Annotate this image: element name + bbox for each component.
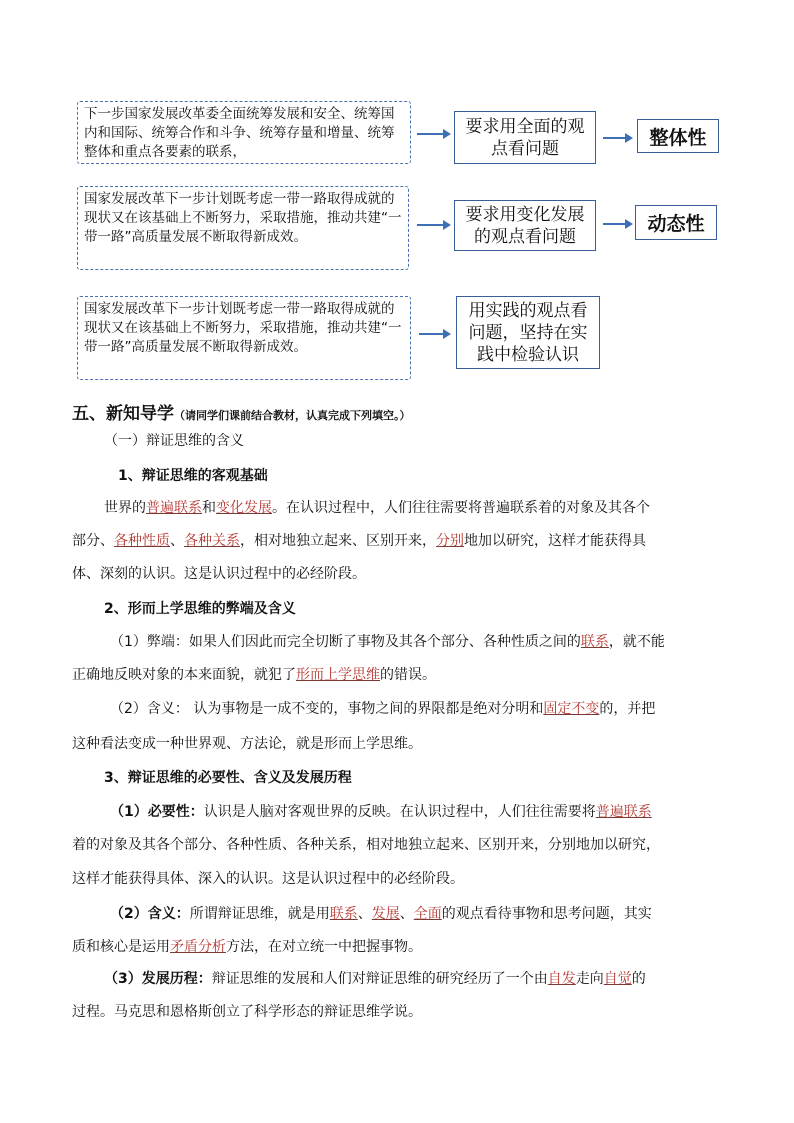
answer-blank: 全面 <box>413 906 442 922</box>
answer-blank: 自觉 <box>603 971 632 987</box>
label: （2）含义： <box>110 906 190 922</box>
text: 世界的 <box>104 500 146 516</box>
s2-title <box>104 598 764 618</box>
section-note: （请同学们课前结合教材，认真完成下列填空。） <box>174 409 411 422</box>
source-text-3: 国家发展改革下一步计划既考虑一带一路取得成就的现状又在该基础上不断努力，采取措施，推动共建“一带一路”高质量发展不断取得新成效。 <box>84 301 402 355</box>
answer-blank: 普遍联系 <box>595 804 652 820</box>
requirement-box-3 <box>456 296 600 369</box>
part1-title <box>104 430 764 450</box>
s2-line3 <box>110 698 770 718</box>
requirement-box-1 <box>454 111 596 164</box>
answer-blank: 变化发展 <box>216 500 272 516</box>
text: 着的对象及其各个部分、各种性质、各种关系，相对地独立起来、区别开来，分别地加以研究， <box>72 837 660 853</box>
text: （2）含义： 认为事物是一成不变的，事物之间的界限都是绝对分明和 <box>110 701 544 717</box>
requirement-text-3: 用实践的观点看问题，坚持在实践中检验认识 <box>468 300 588 365</box>
s3-title-text: 3、辩证思维的必要性、含义及发展历程 <box>104 770 352 786</box>
s2-line1 <box>110 631 770 651</box>
text: 、 <box>399 906 414 922</box>
text: 走向 <box>575 971 604 987</box>
source-text-2: 国家发展改革下一步计划既考虑一带一路取得成就的现状又在该基础上不断努力，采取措施，推动共建“一带一路”高质量发展不断取得新成效。 <box>84 191 402 245</box>
answer-blank: 分别 <box>436 533 464 549</box>
label: （3）发展历程： <box>104 971 212 987</box>
s1-title-text: 1、辩证思维的客观基础 <box>118 468 268 484</box>
text: 质和核心是运用 <box>72 939 170 955</box>
text: 部分、 <box>72 533 114 549</box>
s1-title <box>118 465 778 485</box>
requirement-text-1: 要求用全面的观点看问题 <box>465 116 585 159</box>
result-box-2 <box>635 205 717 240</box>
text: 所谓辩证思维，就是用 <box>189 906 330 922</box>
text: 、 <box>357 906 372 922</box>
s1-line1 <box>104 497 764 517</box>
section-title: 五、新知导学 <box>72 404 174 424</box>
text: 的观点看待事物和思考问题，其实 <box>441 906 652 922</box>
answer-blank: 联系 <box>580 634 609 650</box>
arrow-2 <box>417 224 449 226</box>
text: 。在认识过程中，人们往往需要将普遍联系着的对象及其各个 <box>272 500 650 516</box>
s3-line6 <box>104 968 764 988</box>
text: 这种看法变成一种世界观、方法论，就是形而上学思维。 <box>72 736 422 752</box>
s3-line1 <box>110 801 770 821</box>
text: 过程。马克思和恩格斯创立了科学形态的辩证思维学说。 <box>72 1004 422 1020</box>
text: ，就不能 <box>608 634 665 650</box>
s2-line4 <box>72 733 732 753</box>
text: 这样才能获得具体、深入的认识。这是认识过程中的必经阶段。 <box>72 871 464 887</box>
answer-blank: 联系 <box>329 906 358 922</box>
answer-blank: 普遍联系 <box>146 500 202 516</box>
text: 和 <box>202 500 216 516</box>
part1-title-text: （一）辩证思维的含义 <box>104 433 244 449</box>
s3-line4 <box>110 903 770 923</box>
s1-line2 <box>72 530 732 550</box>
answer-blank: 各种性质 <box>114 533 170 549</box>
s3-line3 <box>72 868 732 888</box>
requirement-text-2: 要求用变化发展的观点看问题 <box>465 204 585 247</box>
s2-line2 <box>72 664 732 684</box>
arrow-3 <box>419 333 449 335</box>
requirement-box-2 <box>454 200 596 251</box>
text: 的错误。 <box>380 667 436 683</box>
s3-line5 <box>72 936 732 956</box>
section-heading <box>72 399 732 424</box>
text: 地加以研究，这样才能获得具 <box>464 533 646 549</box>
text: （1）弊端：如果人们因此而完全切断了事物及其各个部分、各种性质之间的 <box>110 634 581 650</box>
text: 辩证思维的发展和人们对辩证思维的研究经历了一个由 <box>211 971 548 987</box>
text: 体、深刻的认识。这是认识过程中的必经阶段。 <box>72 566 366 582</box>
result-text-2: 动态性 <box>647 213 705 235</box>
result-text-1: 整体性 <box>649 126 707 149</box>
text: 、 <box>170 533 184 549</box>
answer-blank: 各种关系 <box>184 533 240 549</box>
s3-line7 <box>72 1001 732 1021</box>
answer-blank: 固定不变 <box>543 701 600 717</box>
arrow-1b <box>603 137 631 139</box>
answer-blank: 矛盾分析 <box>170 939 226 955</box>
source-text-1: 下一步国家发展改革委全面统筹发展和安全、统筹国内和国际、统筹合作和斗争、统筹存量和增量、统筹整体和重点各要素的联系， <box>84 106 395 160</box>
text: 方法，在对立统一中把握事物。 <box>226 939 422 955</box>
text: 的，并把 <box>599 701 656 717</box>
answer-blank: 自发 <box>547 971 576 987</box>
arrow-1 <box>417 133 449 135</box>
source-box-1 <box>77 101 411 164</box>
result-box-1 <box>637 119 719 153</box>
source-box-2 <box>77 186 409 270</box>
text: ，相对地独立起来、区别开来， <box>240 533 436 549</box>
answer-blank: 发展 <box>371 906 400 922</box>
s1-line3 <box>72 563 732 583</box>
text: 的 <box>631 971 646 987</box>
label: （1）必要性： <box>110 804 204 820</box>
source-box-3 <box>77 296 411 380</box>
s2-title-text: 2、形而上学思维的弊端及含义 <box>104 601 296 617</box>
s3-title <box>104 767 764 787</box>
s3-line2 <box>72 834 732 854</box>
arrow-2b <box>603 223 631 225</box>
answer-blank: 形而上学思维 <box>296 667 380 683</box>
text: 正确地反映对象的本来面貌，就犯了 <box>72 667 296 683</box>
text: 认识是人脑对客观世界的反映。在认识过程中，人们往往需要将 <box>203 804 596 820</box>
